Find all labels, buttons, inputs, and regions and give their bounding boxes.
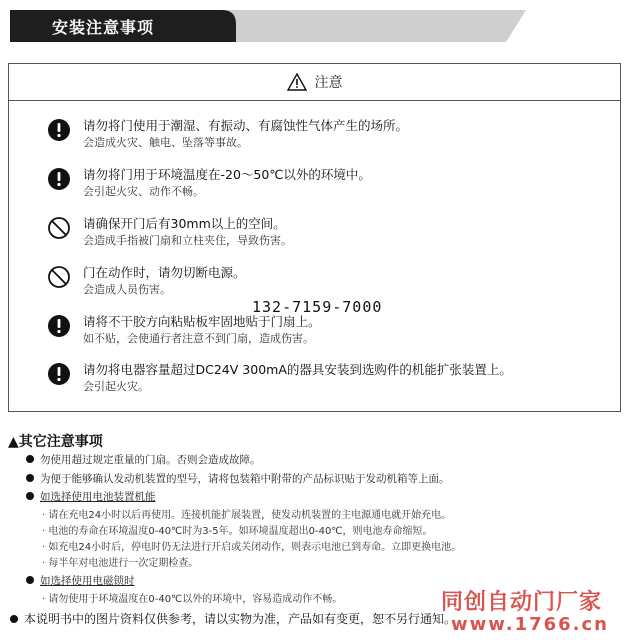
bullet-icon (10, 615, 18, 623)
exclamation-icon (47, 314, 71, 338)
notice-item-text: 请确保开门后有30mm以上的空间。 (83, 216, 286, 231)
notice-item-subtext: 如不贴，会使通行者注意不到门扇，造成伤害。 (83, 332, 314, 345)
notice-header (9, 64, 620, 101)
sub-list-item: · 请勿使用于环境温度在0-40℃以外的环境中，容易造成动作不畅。 (42, 594, 343, 605)
sub-list-item: · 每半年对电池进行一次定期检查。 (42, 558, 199, 569)
notice-item-text: 请勿将电器容量超过DC24V 300mA的器具安装到选购件的机能扩张装置上。 (83, 362, 512, 377)
exclamation-icon (47, 362, 71, 386)
watermark-url: www.1766.cn (451, 614, 609, 635)
notice-item-text: 请勿将门使用于潮湿、有振动、有腐蚀性气体产生的场所。 (83, 118, 409, 133)
sub-list-item: · 电池的寿命在环境温度0-40℃时为3-5年。如环境温度超出0-40℃，则电池寿命缩短。 (42, 526, 433, 537)
bullet-icon (26, 474, 34, 482)
notice-item-subtext: 会引起火灾、动作不畅。 (83, 185, 204, 198)
sub-list-item: · 请在充电24小时以后再使用。连接机能扩展装置，使发动机装置的主电源通电就开始充电。 (42, 510, 452, 521)
notice-item-subtext: 会造成人员伤害。 (83, 283, 171, 296)
bullet-icon (26, 492, 34, 500)
page-title: 安装注意事项 (52, 18, 155, 37)
list-item-battery: 如选择使用电池装置机能 (26, 489, 156, 504)
exclamation-icon (47, 118, 71, 142)
notice-item (9, 165, 620, 207)
prohibition-icon (47, 265, 71, 289)
notice-item (9, 360, 620, 402)
notice-box (8, 63, 621, 412)
notice-item (9, 214, 620, 256)
exclamation-icon (47, 167, 71, 191)
other-notices-title: ▲其它注意事项 (8, 434, 103, 450)
notice-item (9, 116, 620, 158)
sub-list-item: · 如充电24小时后，停电时仍无法进行开启或关闭动作，则表示电池已到寿命。立即更换电池。 (42, 542, 462, 553)
notice-item-subtext: 会造成手指被门扇和立柱夹住，导致伤害。 (83, 234, 292, 247)
list-item-lock: 如选择使用电磁锁时 (26, 573, 135, 588)
warning-triangle-icon (287, 73, 307, 91)
list-item: 为便于能够确认发动机装置的型号，请将包装箱中附带的产品标识贴于发动机箱等上面。 (26, 471, 450, 486)
bullet-icon (26, 576, 34, 584)
notice-item-text: 请勿将门用于环境温度在-20～50℃以外的环境中。 (83, 167, 371, 182)
watermark-company: 同创自动门厂家 (441, 590, 603, 615)
list-item: 勿使用超过规定重量的门扇。否则会造成故障。 (26, 452, 261, 467)
notice-title: 注意 (314, 75, 343, 91)
notice-item-text: 请将不干胶方向粘贴板牢固地贴于门扇上。 (83, 314, 321, 329)
bullet-icon (26, 455, 34, 463)
notice-item-text: 门在动作时，请勿切断电源。 (83, 265, 246, 280)
notice-item (9, 312, 620, 354)
notice-item-subtext: 会造成火灾、触电、坠落等事故。 (83, 136, 248, 149)
prohibition-icon (47, 216, 71, 240)
final-note: 本说明书中的图片资料仅供参考，请以实物为准，产品如有变更，恕不另行通知。 (10, 610, 456, 627)
phone-number: 132-7159-7000 (252, 298, 383, 316)
notice-item-subtext: 会引起火灾。 (83, 380, 149, 393)
